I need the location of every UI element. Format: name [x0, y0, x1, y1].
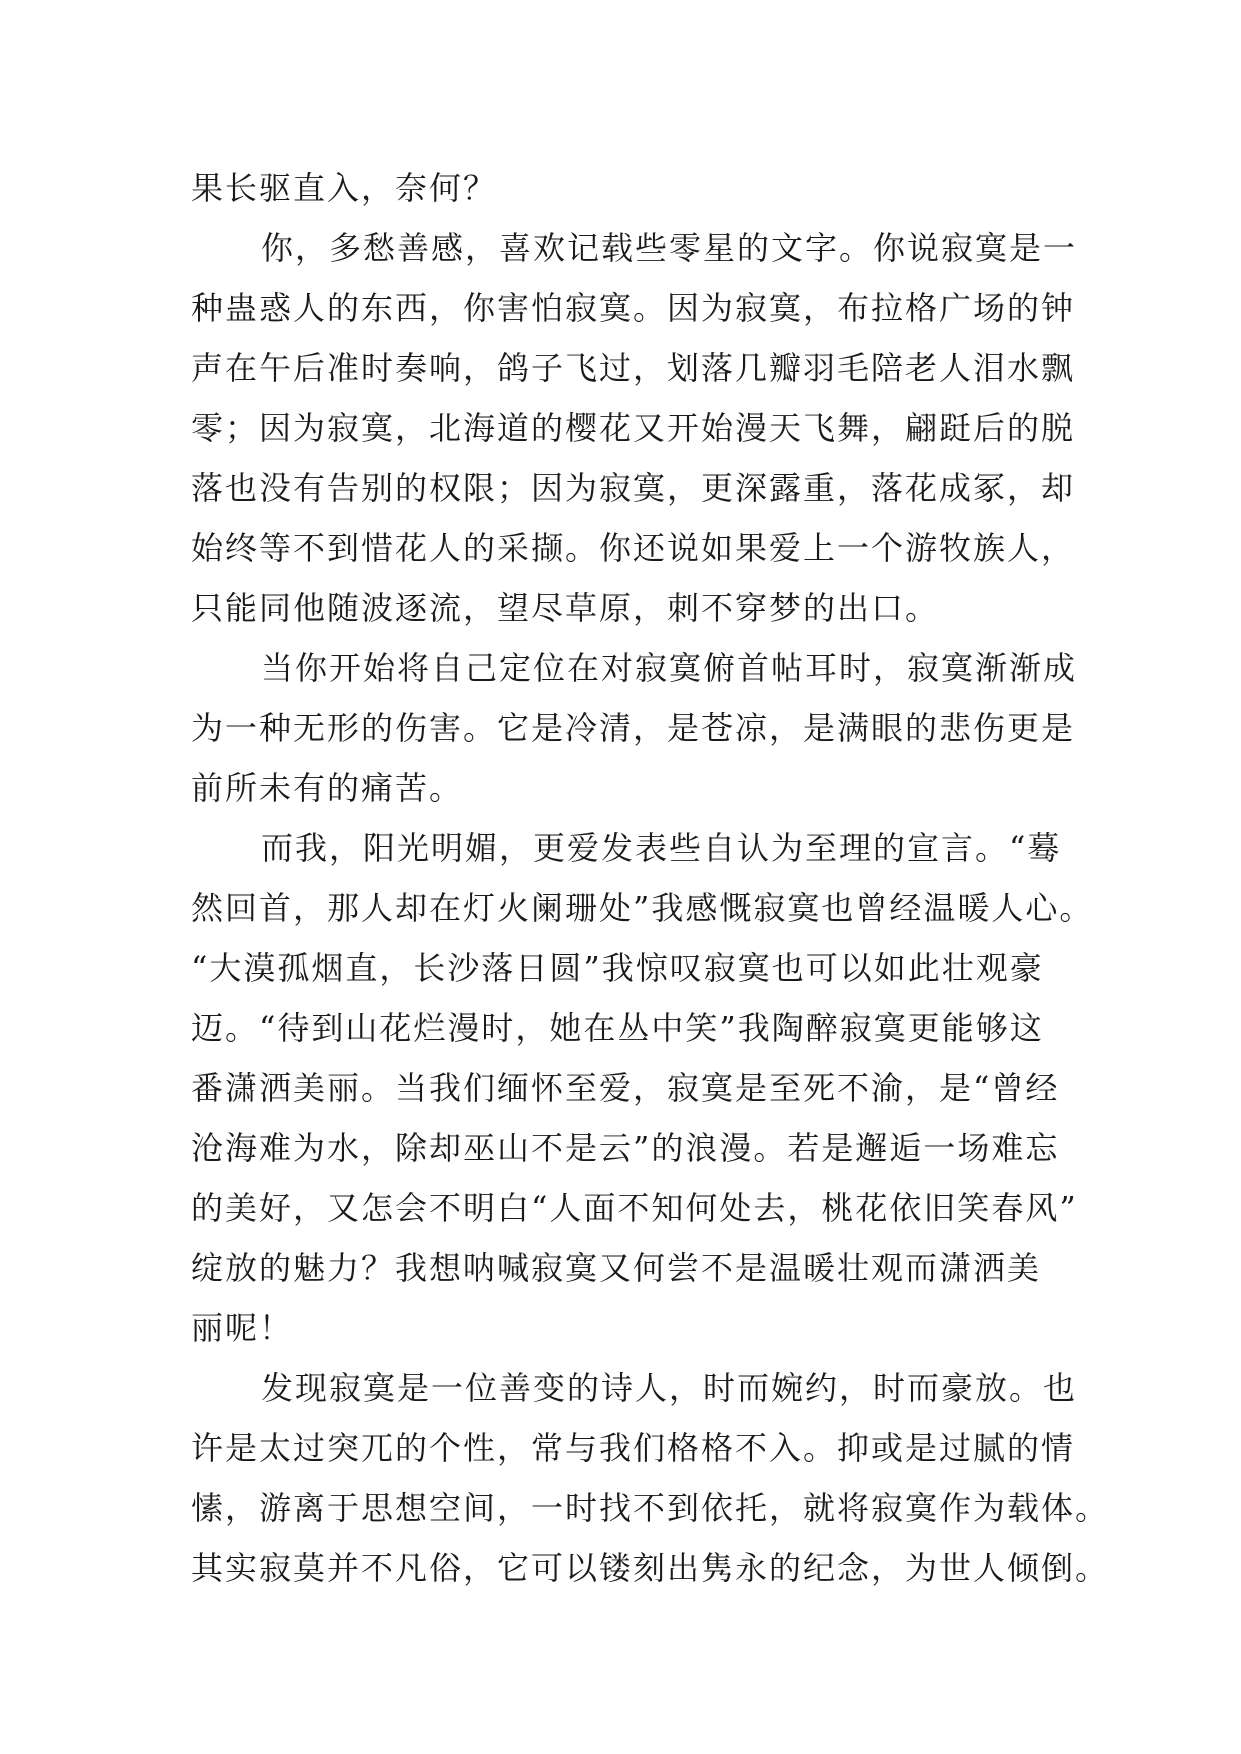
text-line: 其实寂莫并不凡俗，它可以镂刻出隽永的纪念，为世人倾倒。	[191, 1549, 1110, 1587]
text-line: 然回首，那人却在灯火阑珊处”我感慨寂寞也曾经温暖人心。	[191, 889, 1094, 927]
text-line: 只能同他随波逐流，望尽草原，刺不穿梦的出口。	[191, 589, 940, 627]
text-line: 的美好，又怎会不明白“人面不知何处去，桃花依旧笑春风”	[191, 1189, 1078, 1227]
text-line: 沧海难为水，除却巫山不是云”的浪漫。若是邂逅一场难忘	[191, 1129, 1060, 1167]
text-line: 丽呢！	[191, 1309, 294, 1347]
text-line: 愫，游离于思想空间，一时找不到依托，就将寂寞作为载体。	[191, 1489, 1110, 1527]
text-line: 为一种无形的伤害。它是冷清，是苍凉，是满眼的悲伤更是	[191, 709, 1076, 747]
text-line: 许是太过突兀的个性，常与我们格格不入。抑或是过腻的情	[191, 1429, 1076, 1467]
paragraph-first-line: 而我，阳光明媚，更爱发表些自认为至理的宣言。“蓦	[261, 829, 1062, 867]
text-line: 前所未有的痛苦。	[191, 769, 464, 807]
paragraph-first-line: 发现寂寞是一位善变的诗人，时而婉约，时而豪放。也	[261, 1369, 1078, 1407]
text-line: 零；因为寂寞，北海道的樱花又开始漫天飞舞，翩跹后的脱	[191, 409, 1076, 447]
text-line: 落也没有告别的权限；因为寂寞，更深露重，落花成冢，却	[191, 469, 1076, 507]
text-line: 绽放的魅力？我想呐喊寂寞又何尝不是温暖壮观而潇洒美	[191, 1249, 1042, 1287]
text-line: 迈。“待到山花烂漫时，她在丛中笑”我陶醉寂寞更能够这	[191, 1009, 1044, 1047]
paragraph-first-line: 你，多愁善感，喜欢记载些零星的文字。你说寂寞是一	[261, 229, 1078, 267]
text-line: 种蛊惑人的东西，你害怕寂寞。因为寂寞，布拉格广场的钟	[191, 289, 1076, 327]
text-line: 番潇洒美丽。当我们缅怀至爱，寂寞是至死不渝，是“曾经	[191, 1069, 1060, 1107]
text-line: 果长驱直入，奈何？	[191, 169, 498, 207]
text-line: 始终等不到惜花人的采撷。你还说如果爱上一个游牧族人，	[191, 529, 1076, 567]
text-line: “大漠孤烟直，长沙落日圆”我惊叹寂寞也可以如此壮观豪	[191, 949, 1044, 987]
paragraph-first-line: 当你开始将自己定位在对寂寞俯首帖耳时，寂寞渐渐成	[261, 649, 1078, 687]
document-body	[191, 158, 1110, 1598]
text-line: 声在午后准时奏响，鸽子飞过，划落几瓣羽毛陪老人泪水飘	[191, 349, 1076, 387]
